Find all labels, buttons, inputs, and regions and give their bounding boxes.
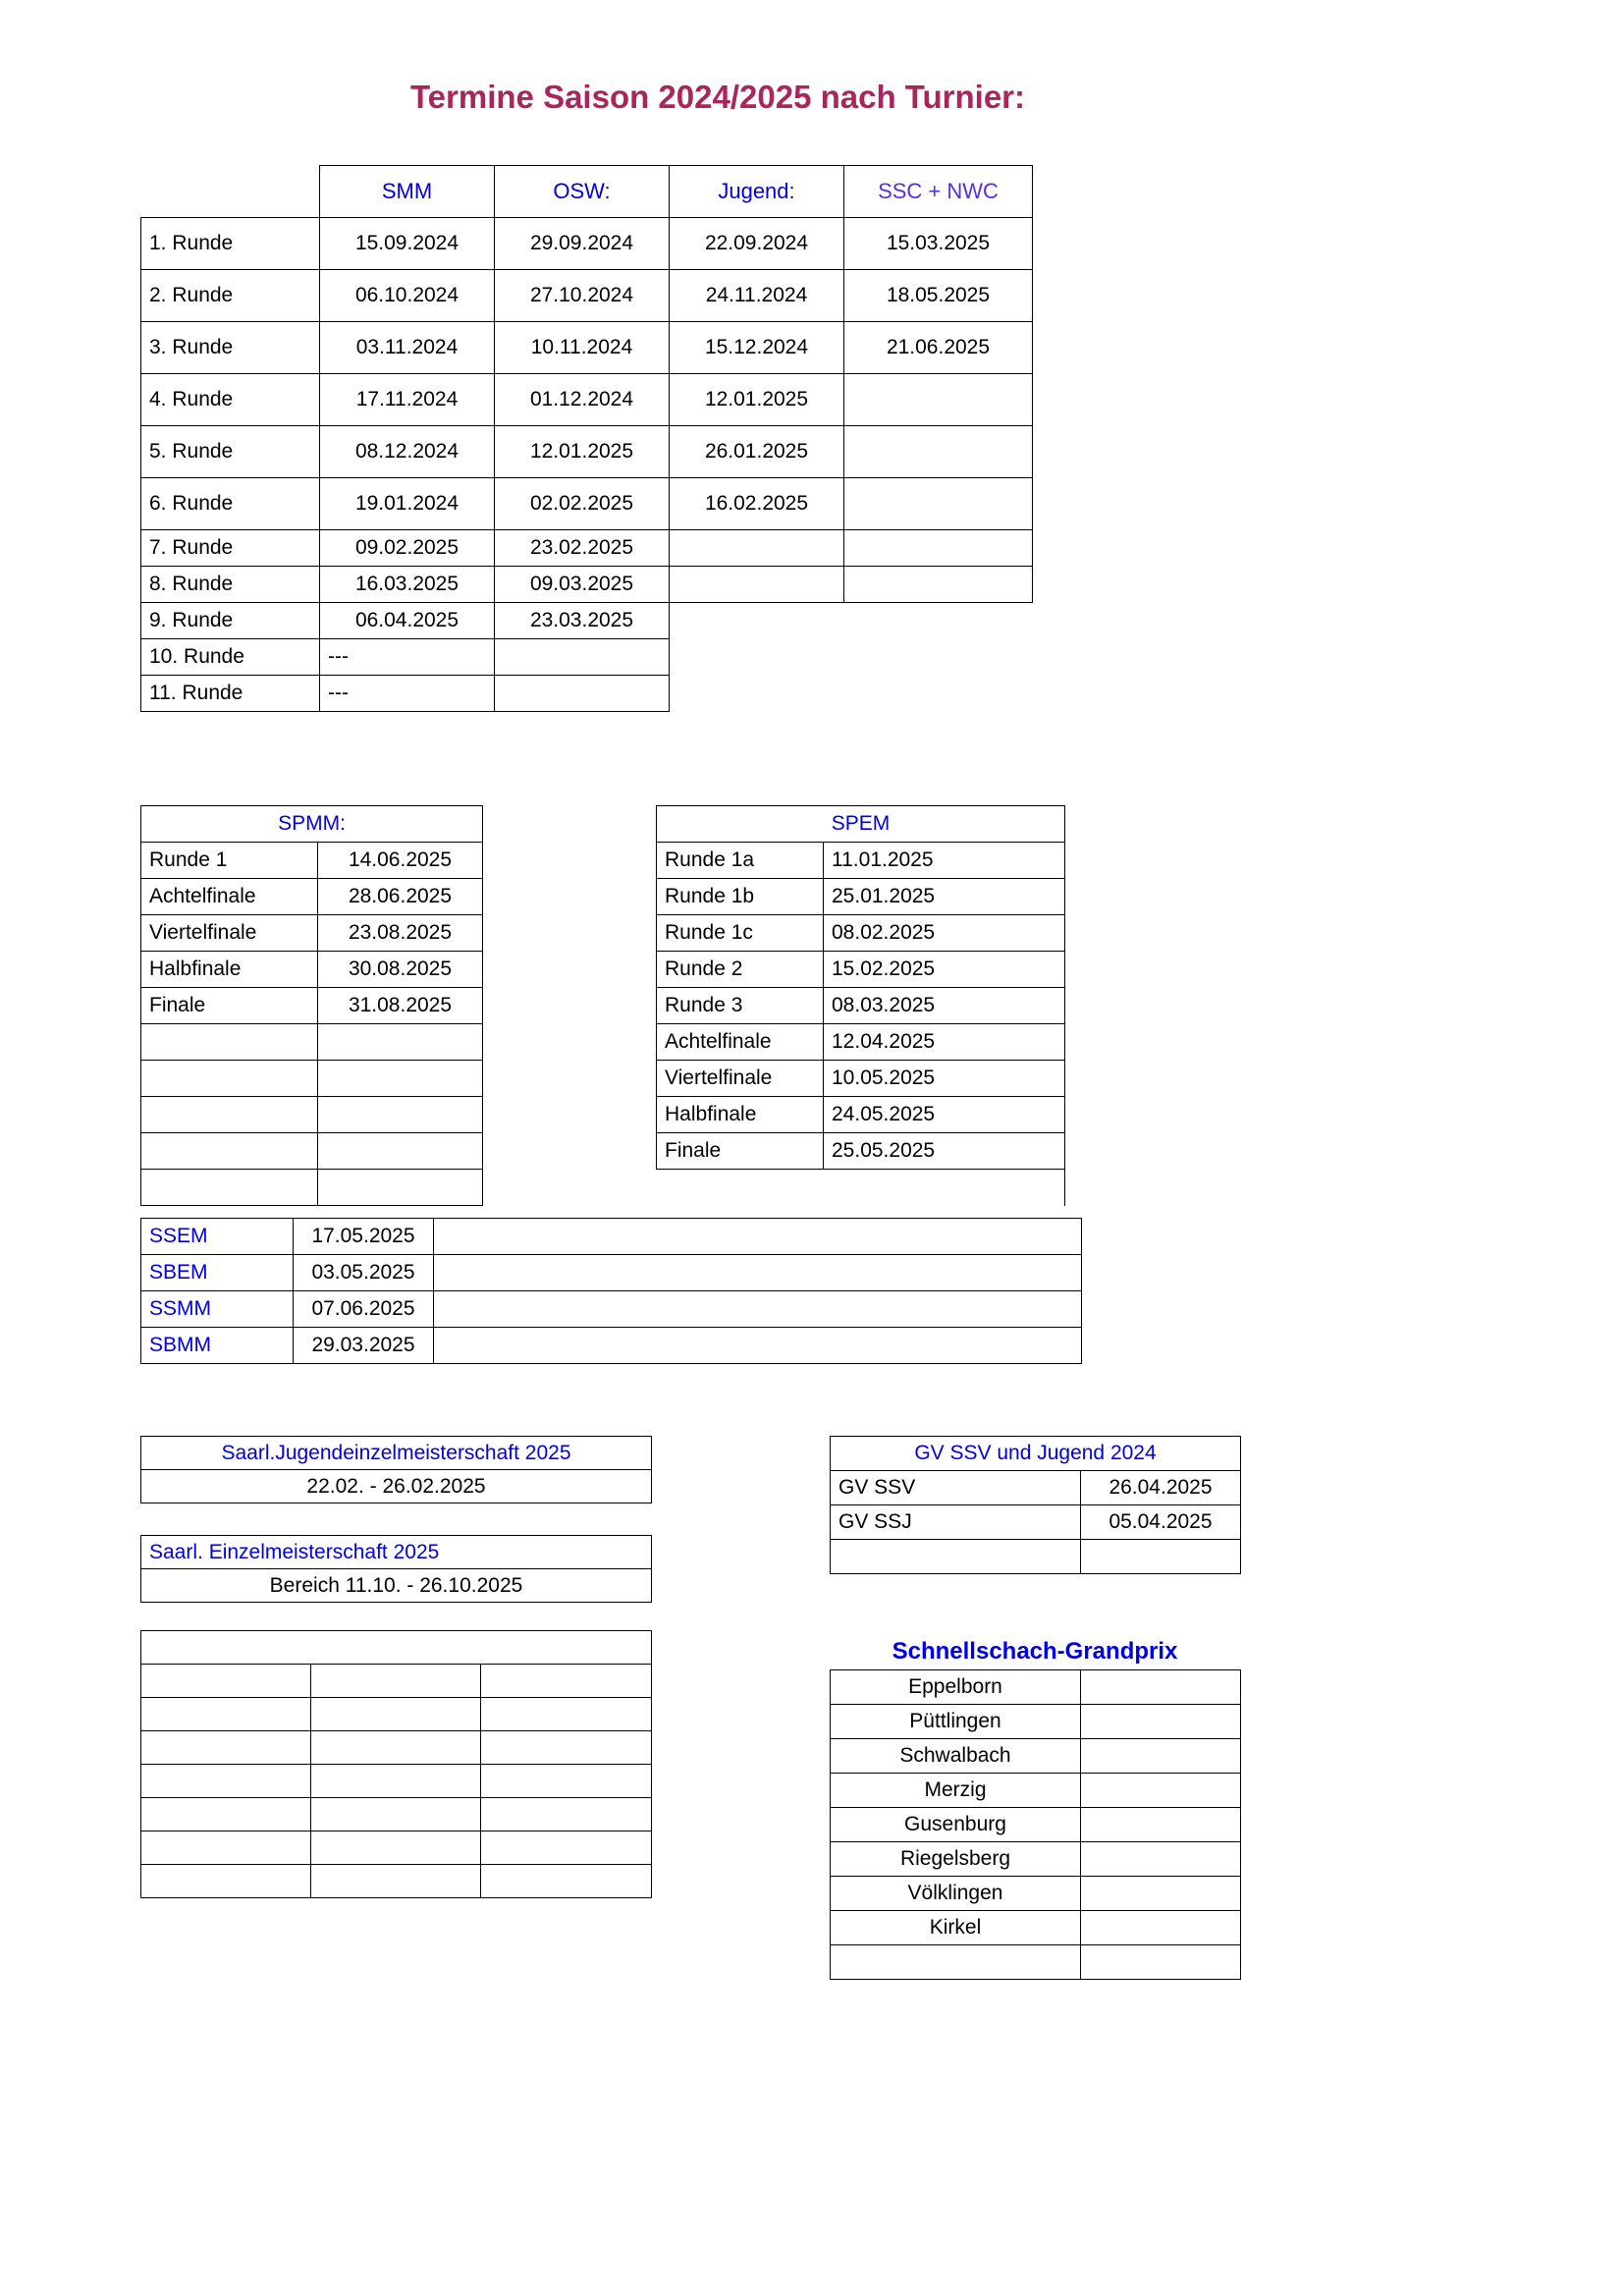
cell-jugend: 16.02.2025 bbox=[670, 477, 844, 529]
table-row bbox=[141, 1170, 483, 1206]
cell-jugend: 15.12.2024 bbox=[670, 321, 844, 373]
round-label: 6. Runde bbox=[141, 477, 320, 529]
table-row bbox=[831, 1911, 1241, 1945]
blank-cell bbox=[311, 1665, 481, 1698]
stage-label: Finale bbox=[657, 1133, 824, 1170]
cell-smm: 08.12.2024 bbox=[320, 425, 495, 477]
stage-label: Finale bbox=[141, 988, 318, 1024]
table-row bbox=[141, 1133, 483, 1170]
stage-label bbox=[141, 1133, 318, 1170]
table-header-row bbox=[141, 806, 483, 843]
gp-place: Kirkel bbox=[831, 1911, 1081, 1945]
round-label: 3. Runde bbox=[141, 321, 320, 373]
page-title-text: Termine Saison 2024/2025 nach Turnier: bbox=[409, 79, 1026, 115]
stage-date: 25.01.2025 bbox=[824, 879, 1065, 915]
table-row bbox=[141, 1765, 652, 1798]
cell-smm: 19.01.2024 bbox=[320, 477, 495, 529]
table-row bbox=[141, 217, 1033, 269]
cell-smm: 06.10.2024 bbox=[320, 269, 495, 321]
stage-date: 11.01.2025 bbox=[824, 843, 1065, 879]
table-header-row bbox=[141, 1437, 652, 1470]
cell-jugend: 26.01.2025 bbox=[670, 425, 844, 477]
cell-osw: 27.10.2024 bbox=[495, 269, 670, 321]
table-header-row bbox=[141, 1631, 652, 1665]
ssem-block-table bbox=[140, 1218, 1082, 1364]
termine-nach-turnier-table bbox=[140, 165, 1033, 712]
gp-date bbox=[1081, 1808, 1241, 1842]
cell-osw: 29.09.2024 bbox=[495, 217, 670, 269]
stage-label: Runde 1a bbox=[657, 843, 824, 879]
table-row bbox=[657, 843, 1065, 879]
stage-label bbox=[141, 1170, 318, 1206]
cell-jugend: 22.09.2024 bbox=[670, 217, 844, 269]
header-cell-jugend: Jugend: bbox=[670, 166, 844, 218]
blank-cell bbox=[481, 1698, 652, 1731]
table-row bbox=[831, 1808, 1241, 1842]
table-row bbox=[141, 638, 1033, 675]
event-extra bbox=[434, 1255, 1082, 1291]
cell-jugend: 24.11.2024 bbox=[670, 269, 844, 321]
stage-date: 25.05.2025 bbox=[824, 1133, 1065, 1170]
stage-date bbox=[318, 1170, 483, 1206]
table-row bbox=[141, 1291, 1082, 1328]
table-row bbox=[831, 1774, 1241, 1808]
round-label: 11. Runde bbox=[141, 675, 320, 711]
round-label: 7. Runde bbox=[141, 529, 320, 566]
stage-label: Runde 1 bbox=[141, 843, 318, 879]
gv-date: 05.04.2025 bbox=[1081, 1505, 1241, 1540]
round-label: 5. Runde bbox=[141, 425, 320, 477]
sjem-date-range: 22.02. - 26.02.2025 bbox=[141, 1470, 652, 1503]
table-row bbox=[141, 1569, 652, 1603]
header-cell-osw: OSW: bbox=[495, 166, 670, 218]
stage-date: 15.02.2025 bbox=[824, 952, 1065, 988]
event-date: 29.03.2025 bbox=[294, 1328, 434, 1364]
cell-smm: 03.11.2024 bbox=[320, 321, 495, 373]
event-label: SBMM bbox=[141, 1328, 294, 1364]
table-row bbox=[657, 988, 1065, 1024]
table-row bbox=[831, 1505, 1241, 1540]
blank-cell bbox=[311, 1798, 481, 1831]
blank-cell bbox=[141, 1698, 311, 1731]
stage-label bbox=[141, 1061, 318, 1097]
cell-smm: 06.04.2025 bbox=[320, 602, 495, 638]
header-cell-smm: SMM bbox=[320, 166, 495, 218]
gp-date bbox=[1081, 1945, 1241, 1980]
table-row bbox=[141, 425, 1033, 477]
gp-date bbox=[1081, 1842, 1241, 1877]
cell-osw: 01.12.2024 bbox=[495, 373, 670, 425]
cell-empty bbox=[844, 638, 1033, 675]
stage-date bbox=[318, 1061, 483, 1097]
stage-date: 28.06.2025 bbox=[318, 879, 483, 915]
cell-ssc bbox=[844, 477, 1033, 529]
cell-empty bbox=[670, 675, 844, 711]
stage-label: Runde 1c bbox=[657, 915, 824, 952]
table-row bbox=[141, 602, 1033, 638]
spem-table bbox=[656, 805, 1065, 1170]
table-row bbox=[141, 1219, 1082, 1255]
gp-date bbox=[1081, 1774, 1241, 1808]
stage-date: 31.08.2025 bbox=[318, 988, 483, 1024]
table-row bbox=[141, 952, 483, 988]
event-label: SBEM bbox=[141, 1255, 294, 1291]
table-row bbox=[141, 1665, 652, 1698]
saarl-einzelmeisterschaft-table bbox=[140, 1535, 652, 1603]
table-row bbox=[657, 1133, 1065, 1170]
table-row bbox=[657, 915, 1065, 952]
blank-cell bbox=[481, 1831, 652, 1865]
blank-cell bbox=[481, 1731, 652, 1765]
blank-header bbox=[141, 1631, 652, 1665]
event-extra bbox=[434, 1291, 1082, 1328]
stage-label bbox=[141, 1024, 318, 1061]
sem-date-range: Bereich 11.10. - 26.10.2025 bbox=[141, 1569, 652, 1603]
table-row bbox=[141, 321, 1033, 373]
cell-ssc bbox=[844, 373, 1033, 425]
spem-title: SPEM bbox=[657, 806, 1065, 843]
gp-place: Gusenburg bbox=[831, 1808, 1081, 1842]
stage-label: Runde 2 bbox=[657, 952, 824, 988]
spem-trailing-border bbox=[1064, 1158, 1065, 1206]
cell-osw bbox=[495, 638, 670, 675]
event-label: SSEM bbox=[141, 1219, 294, 1255]
gv-title: GV SSV und Jugend 2024 bbox=[831, 1437, 1241, 1471]
table-row bbox=[141, 477, 1033, 529]
stage-date: 08.03.2025 bbox=[824, 988, 1065, 1024]
table-row bbox=[141, 373, 1033, 425]
cell-ssc bbox=[844, 529, 1033, 566]
gp-place: Eppelborn bbox=[831, 1670, 1081, 1705]
saarl-jugendeinzelmeisterschaft-table bbox=[140, 1436, 652, 1503]
gp-date bbox=[1081, 1670, 1241, 1705]
table-row bbox=[141, 1698, 652, 1731]
gv-label: GV SSJ bbox=[831, 1505, 1081, 1540]
cell-empty bbox=[844, 602, 1033, 638]
table-row bbox=[141, 1865, 652, 1898]
cell-osw: 23.02.2025 bbox=[495, 529, 670, 566]
table-header-row bbox=[141, 166, 1033, 218]
empty-schedule-table bbox=[140, 1630, 652, 1898]
cell-smm: 16.03.2025 bbox=[320, 566, 495, 602]
table-row bbox=[657, 952, 1065, 988]
table-row bbox=[141, 843, 483, 879]
table-row bbox=[141, 1255, 1082, 1291]
gp-date bbox=[1081, 1877, 1241, 1911]
gv-label bbox=[831, 1540, 1081, 1574]
gp-place: Püttlingen bbox=[831, 1705, 1081, 1739]
stage-label: Runde 3 bbox=[657, 988, 824, 1024]
table-row bbox=[831, 1670, 1241, 1705]
stage-date: 08.02.2025 bbox=[824, 915, 1065, 952]
table-row bbox=[831, 1877, 1241, 1911]
gp-date bbox=[1081, 1705, 1241, 1739]
cell-osw: 02.02.2025 bbox=[495, 477, 670, 529]
cell-empty bbox=[670, 638, 844, 675]
blank-cell bbox=[311, 1698, 481, 1731]
blank-cell bbox=[311, 1831, 481, 1865]
stage-date: 10.05.2025 bbox=[824, 1061, 1065, 1097]
event-extra bbox=[434, 1328, 1082, 1364]
stage-label: Achtelfinale bbox=[657, 1024, 824, 1061]
cell-osw bbox=[495, 675, 670, 711]
stage-label bbox=[141, 1097, 318, 1133]
page-title bbox=[0, 79, 1622, 116]
blank-cell bbox=[141, 1765, 311, 1798]
blank-cell bbox=[141, 1665, 311, 1698]
gv-ssv-table bbox=[830, 1436, 1241, 1574]
stage-date: 12.04.2025 bbox=[824, 1024, 1065, 1061]
cell-ssc bbox=[844, 425, 1033, 477]
stage-date bbox=[318, 1024, 483, 1061]
schnellschach-grandprix-table bbox=[830, 1669, 1241, 1980]
table-row bbox=[141, 879, 483, 915]
table-row bbox=[141, 1097, 483, 1133]
gv-date bbox=[1081, 1540, 1241, 1574]
table-row bbox=[141, 1328, 1082, 1364]
table-row bbox=[141, 1061, 483, 1097]
cell-osw: 12.01.2025 bbox=[495, 425, 670, 477]
gv-date: 26.04.2025 bbox=[1081, 1471, 1241, 1505]
cell-osw: 10.11.2024 bbox=[495, 321, 670, 373]
gp-place bbox=[831, 1945, 1081, 1980]
header-cell-empty bbox=[141, 166, 320, 218]
blank-cell bbox=[481, 1798, 652, 1831]
round-label: 8. Runde bbox=[141, 566, 320, 602]
table-row bbox=[141, 988, 483, 1024]
gp-place: Schwalbach bbox=[831, 1739, 1081, 1774]
stage-label: Halbfinale bbox=[657, 1097, 824, 1133]
cell-ssc: 15.03.2025 bbox=[844, 217, 1033, 269]
gp-place: Riegelsberg bbox=[831, 1842, 1081, 1877]
cell-smm: --- bbox=[320, 638, 495, 675]
blank-cell bbox=[481, 1865, 652, 1898]
cell-smm: 17.11.2024 bbox=[320, 373, 495, 425]
cell-ssc bbox=[844, 566, 1033, 602]
blank-cell bbox=[141, 1798, 311, 1831]
schnellschach-grandprix-title: Schnellschach-Grandprix bbox=[892, 1638, 1178, 1665]
table-row bbox=[831, 1705, 1241, 1739]
table-row bbox=[831, 1739, 1241, 1774]
spmm-table bbox=[140, 805, 483, 1206]
table-row bbox=[141, 1831, 652, 1865]
cell-jugend: 12.01.2025 bbox=[670, 373, 844, 425]
cell-smm: --- bbox=[320, 675, 495, 711]
stage-label: Achtelfinale bbox=[141, 879, 318, 915]
blank-cell bbox=[481, 1665, 652, 1698]
table-row bbox=[141, 269, 1033, 321]
table-row bbox=[141, 1470, 652, 1503]
table-row bbox=[141, 1798, 652, 1831]
event-label: SSMM bbox=[141, 1291, 294, 1328]
stage-label: Viertelfinale bbox=[141, 915, 318, 952]
round-label: 1. Runde bbox=[141, 217, 320, 269]
table-row bbox=[141, 675, 1033, 711]
stage-date: 30.08.2025 bbox=[318, 952, 483, 988]
event-date: 07.06.2025 bbox=[294, 1291, 434, 1328]
gp-place: Völklingen bbox=[831, 1877, 1081, 1911]
table-header-row bbox=[141, 1536, 652, 1569]
blank-cell bbox=[311, 1865, 481, 1898]
event-date: 03.05.2025 bbox=[294, 1255, 434, 1291]
cell-osw: 23.03.2025 bbox=[495, 602, 670, 638]
table-row bbox=[141, 566, 1033, 602]
gp-date bbox=[1081, 1911, 1241, 1945]
blank-cell bbox=[311, 1765, 481, 1798]
stage-label: Runde 1b bbox=[657, 879, 824, 915]
table-row bbox=[657, 1024, 1065, 1061]
gp-date bbox=[1081, 1739, 1241, 1774]
table-row bbox=[141, 915, 483, 952]
round-label: 4. Runde bbox=[141, 373, 320, 425]
stage-label: Halbfinale bbox=[141, 952, 318, 988]
table-row bbox=[831, 1540, 1241, 1574]
gp-place: Merzig bbox=[831, 1774, 1081, 1808]
cell-empty bbox=[670, 602, 844, 638]
cell-ssc: 18.05.2025 bbox=[844, 269, 1033, 321]
event-extra bbox=[434, 1219, 1082, 1255]
round-label: 2. Runde bbox=[141, 269, 320, 321]
stage-date: 24.05.2025 bbox=[824, 1097, 1065, 1133]
cell-smm: 09.02.2025 bbox=[320, 529, 495, 566]
table-header-row bbox=[657, 806, 1065, 843]
blank-cell bbox=[141, 1731, 311, 1765]
stage-date bbox=[318, 1133, 483, 1170]
spmm-title: SPMM: bbox=[141, 806, 483, 843]
table-row bbox=[657, 1061, 1065, 1097]
cell-smm: 15.09.2024 bbox=[320, 217, 495, 269]
table-row bbox=[141, 1024, 483, 1061]
table-header-row bbox=[831, 1437, 1241, 1471]
blank-cell bbox=[311, 1731, 481, 1765]
table-row bbox=[141, 529, 1033, 566]
sem-title: Saarl. Einzelmeisterschaft 2025 bbox=[141, 1536, 652, 1569]
table-row bbox=[831, 1471, 1241, 1505]
stage-label: Viertelfinale bbox=[657, 1061, 824, 1097]
round-label: 9. Runde bbox=[141, 602, 320, 638]
cell-jugend bbox=[670, 566, 844, 602]
blank-cell bbox=[481, 1765, 652, 1798]
table-row bbox=[141, 1731, 652, 1765]
round-label: 10. Runde bbox=[141, 638, 320, 675]
gv-label: GV SSV bbox=[831, 1471, 1081, 1505]
table-row bbox=[657, 879, 1065, 915]
blank-cell bbox=[141, 1831, 311, 1865]
stage-date: 14.06.2025 bbox=[318, 843, 483, 879]
stage-date bbox=[318, 1097, 483, 1133]
cell-jugend bbox=[670, 529, 844, 566]
table-row bbox=[831, 1842, 1241, 1877]
blank-cell bbox=[141, 1865, 311, 1898]
table-row bbox=[657, 1097, 1065, 1133]
cell-ssc: 21.06.2025 bbox=[844, 321, 1033, 373]
table-row bbox=[831, 1945, 1241, 1980]
event-date: 17.05.2025 bbox=[294, 1219, 434, 1255]
cell-osw: 09.03.2025 bbox=[495, 566, 670, 602]
header-cell-ssc-nwc: SSC + NWC bbox=[844, 166, 1033, 218]
sjem-title: Saarl.Jugendeinzelmeisterschaft 2025 bbox=[141, 1437, 652, 1470]
stage-date: 23.08.2025 bbox=[318, 915, 483, 952]
cell-empty bbox=[844, 675, 1033, 711]
